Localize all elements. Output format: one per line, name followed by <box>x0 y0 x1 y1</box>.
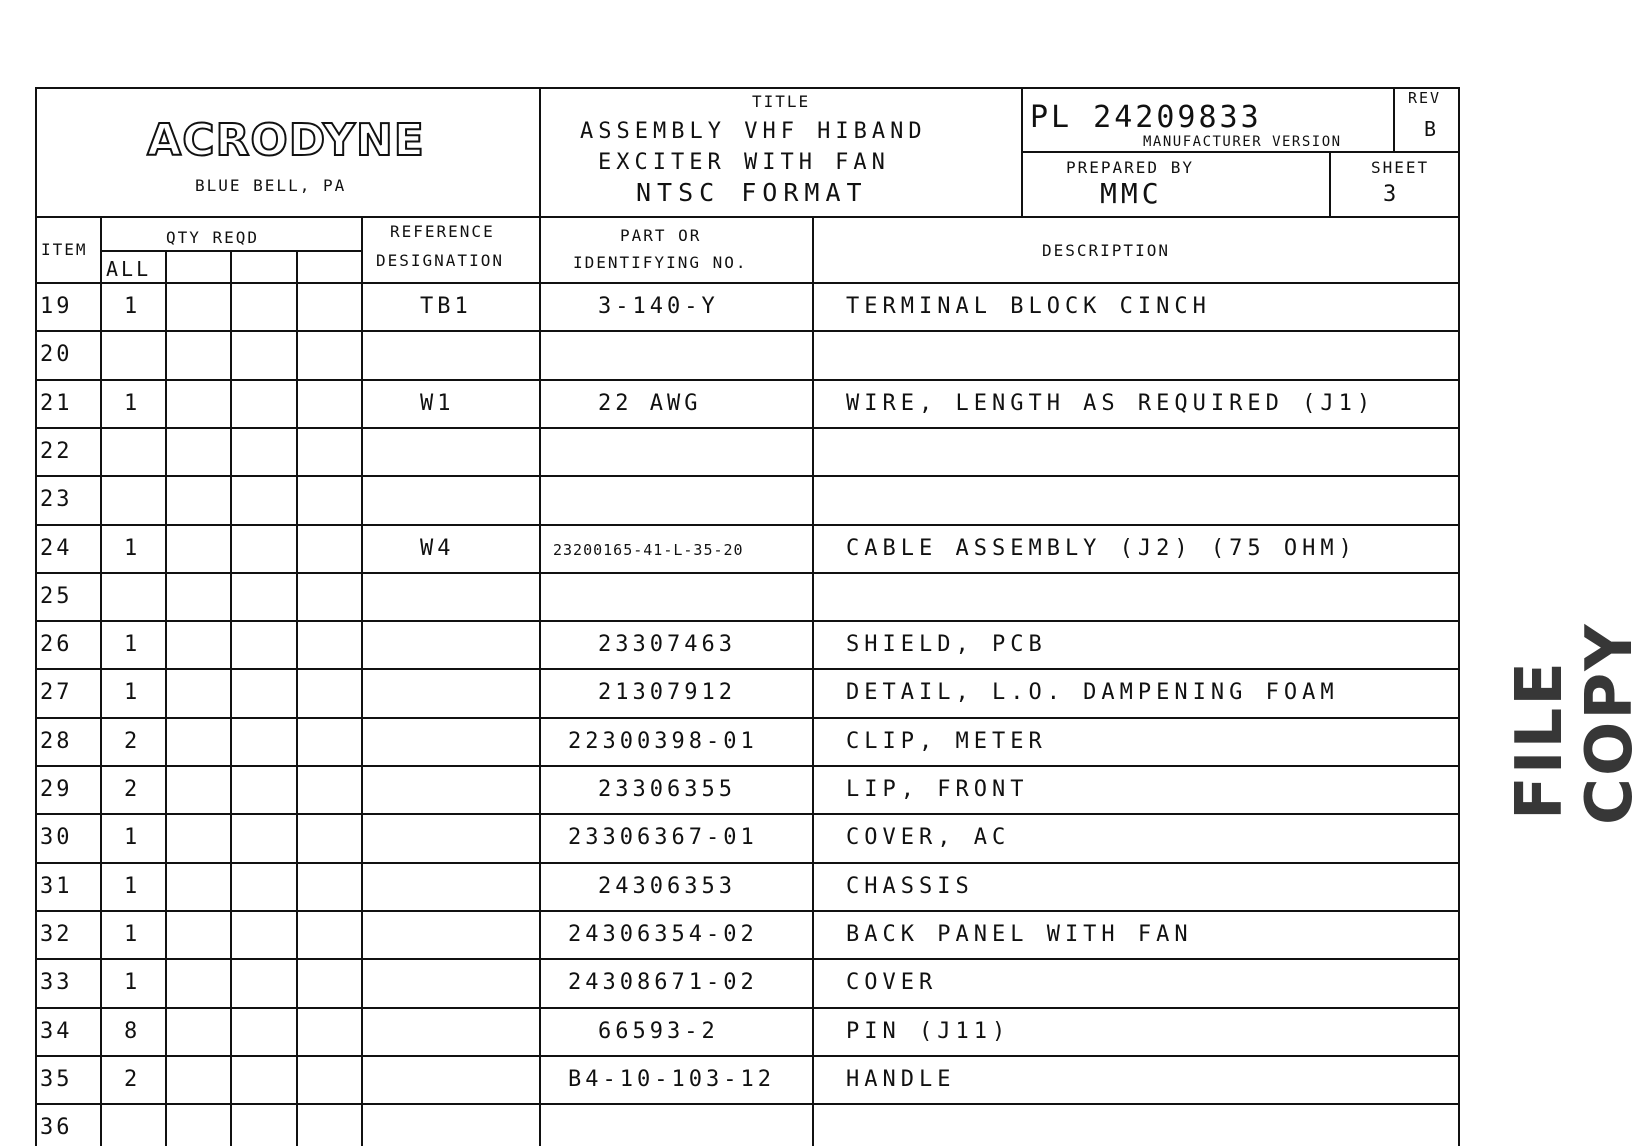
sheet-value: 3 <box>1383 182 1401 207</box>
row-line <box>36 620 1460 622</box>
row-description: TERMINAL BLOCK CINCH <box>846 294 1211 319</box>
row-description: BACK PANEL WITH FAN <box>846 922 1193 947</box>
row-part: 24306353 <box>598 874 736 899</box>
prepared-by: MMC <box>1100 177 1163 210</box>
row-item: 33 <box>40 970 73 995</box>
col-part-1: PART OR <box>620 226 702 245</box>
row-description: WIRE, LENGTH AS REQUIRED (J1) <box>846 391 1376 416</box>
row-line <box>36 1055 1460 1057</box>
row-description: SHIELD, PCB <box>846 632 1047 657</box>
row-line <box>36 668 1460 670</box>
row-item: 19 <box>40 294 73 319</box>
row-item: 22 <box>40 439 73 464</box>
row-description: CABLE ASSEMBLY (J2) (75 OHM) <box>846 536 1357 561</box>
col-line-qty2 <box>230 251 232 1146</box>
col-qty-all: ALL <box>106 257 152 281</box>
row-qty: 1 <box>124 825 142 850</box>
title-label: TITLE <box>752 92 811 111</box>
row-item: 31 <box>40 874 73 899</box>
row-item: 28 <box>40 729 73 754</box>
row-part: 23306367-01 <box>568 825 758 850</box>
row-item: 24 <box>40 536 73 561</box>
row-part: B4-10-103-12 <box>568 1067 775 1092</box>
rev-label: REV <box>1408 89 1442 107</box>
row-item: 23 <box>40 487 73 512</box>
row-qty: 1 <box>124 632 142 657</box>
row-part: 3-140-Y <box>598 294 719 319</box>
title-line-2: EXCITER WITH FAN <box>598 150 890 175</box>
row-line <box>36 717 1460 719</box>
row-part: 24308671-02 <box>568 970 758 995</box>
header-divider-2 <box>1021 88 1023 218</box>
row-ref: TB1 <box>420 294 472 319</box>
row-line <box>36 330 1460 332</box>
title-line-3: NTSC FORMAT <box>636 178 868 207</box>
row-description: HANDLE <box>846 1067 956 1092</box>
row-item: 21 <box>40 391 73 416</box>
prepared-by-label: PREPARED BY <box>1066 158 1194 177</box>
row-line <box>36 572 1460 574</box>
row-part: 23200165-41-L-35-20 <box>553 541 744 559</box>
col-part-2: IDENTIFYING NO. <box>573 253 748 272</box>
row-line <box>36 813 1460 815</box>
row-line <box>36 282 1460 284</box>
row-item: 25 <box>40 584 73 609</box>
row-part: 22300398-01 <box>568 729 758 754</box>
row-ref: W1 <box>420 391 455 416</box>
row-item: 36 <box>40 1115 73 1140</box>
row-item: 27 <box>40 680 73 705</box>
row-item: 20 <box>40 342 73 367</box>
row-item: 30 <box>40 825 73 850</box>
row-item: 32 <box>40 922 73 947</box>
row-line <box>36 379 1460 381</box>
title-line-1: ASSEMBLY VHF HIBAND <box>580 119 927 144</box>
row-qty: 2 <box>124 1067 142 1092</box>
row-item: 35 <box>40 1067 73 1092</box>
row-part: 21307912 <box>598 680 736 705</box>
row-qty: 1 <box>124 970 142 995</box>
row-qty: 2 <box>124 777 142 802</box>
row-line <box>36 524 1460 526</box>
title-block-bottom <box>36 216 1460 218</box>
row-description: COVER, AC <box>846 825 1011 850</box>
col-line-qty3 <box>296 251 298 1146</box>
col-item: ITEM <box>41 240 88 259</box>
rev-value: B <box>1424 117 1441 141</box>
col-qty-reqd: QTY REQD <box>166 228 260 247</box>
rev-divider <box>1393 88 1395 152</box>
header-mid-line <box>1021 151 1460 153</box>
sheet-divider <box>1329 151 1331 218</box>
row-part: 24306354-02 <box>568 922 758 947</box>
row-qty: 1 <box>124 874 142 899</box>
row-line <box>36 427 1460 429</box>
row-item: 29 <box>40 777 73 802</box>
row-item: 26 <box>40 632 73 657</box>
row-line <box>36 1103 1460 1105</box>
row-line <box>36 910 1460 912</box>
row-qty: 1 <box>124 294 142 319</box>
company-location: BLUE BELL, PA <box>195 176 347 195</box>
row-part: 66593-2 <box>598 1019 719 1044</box>
row-part: 23307463 <box>598 632 736 657</box>
col-description: DESCRIPTION <box>1042 241 1170 260</box>
header-divider-1 <box>539 88 541 218</box>
col-reference-2: DESIGNATION <box>376 251 504 270</box>
row-line <box>36 475 1460 477</box>
row-description: COVER <box>846 970 938 995</box>
row-ref: W4 <box>420 536 455 561</box>
row-part: 22 AWG <box>598 391 702 416</box>
col-line-qty1 <box>165 251 167 1146</box>
row-line <box>36 765 1460 767</box>
row-qty: 1 <box>124 391 142 416</box>
row-item: 34 <box>40 1019 73 1044</box>
row-qty: 1 <box>124 680 142 705</box>
row-description: PIN (J11) <box>846 1019 1011 1044</box>
row-description: DETAIL, L.O. DAMPENING FOAM <box>846 680 1339 705</box>
sheet-label: SHEET <box>1371 158 1430 177</box>
row-line <box>36 1007 1460 1009</box>
file-copy-stamp: FILE COPY <box>1503 622 1647 825</box>
row-description: CHASSIS <box>846 874 974 899</box>
col-reference-1: REFERENCE <box>390 222 495 241</box>
row-part: 23306355 <box>598 777 736 802</box>
row-description: LIP, FRONT <box>846 777 1029 802</box>
row-qty: 1 <box>124 922 142 947</box>
row-line <box>36 958 1460 960</box>
part-list-number: PL 24209833 <box>1030 100 1262 135</box>
row-qty: 8 <box>124 1019 142 1044</box>
row-line <box>36 862 1460 864</box>
row-description: CLIP, METER <box>846 729 1047 754</box>
row-qty: 1 <box>124 536 142 561</box>
version-note: MANUFACTURER VERSION <box>1143 134 1342 150</box>
company-logo: ACRODYNE <box>147 115 425 166</box>
row-qty: 2 <box>124 729 142 754</box>
